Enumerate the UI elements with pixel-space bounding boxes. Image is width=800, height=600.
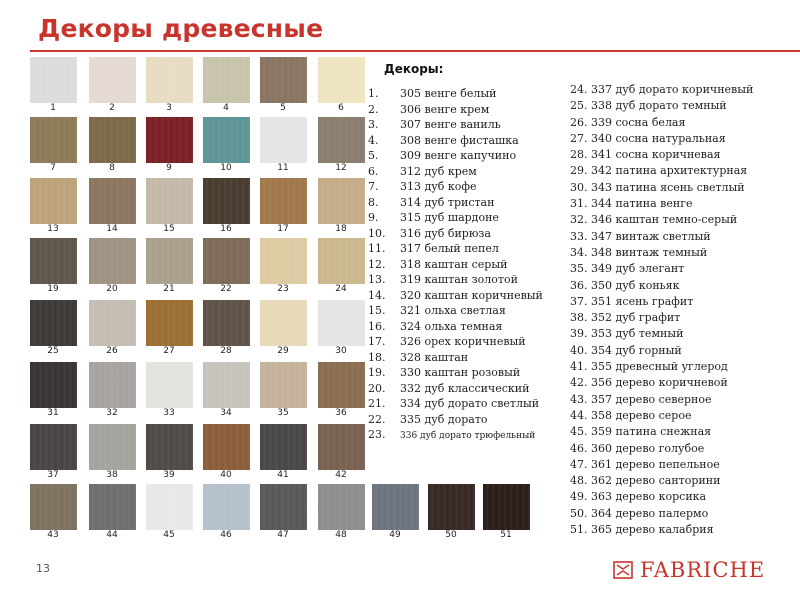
swatch-24 xyxy=(318,238,365,284)
swatch-20 xyxy=(89,238,136,284)
decor-item: 43. 357 дерево северное xyxy=(570,392,712,406)
swatch-12 xyxy=(318,117,365,163)
swatch-number: 33 xyxy=(163,408,175,418)
swatch-number: 10 xyxy=(220,163,232,173)
decor-item-label: 332 дуб классический xyxy=(400,381,530,395)
swatch-number: 23 xyxy=(277,284,289,294)
swatch-8 xyxy=(89,117,136,163)
swatch-41 xyxy=(260,424,307,470)
swatch-number: 17 xyxy=(277,224,289,234)
decor-item xyxy=(368,86,543,102)
decor-item-number: 8. xyxy=(368,195,379,209)
decor-item-label: 313 дуб кофе xyxy=(400,180,477,193)
swatch-15 xyxy=(146,178,193,224)
swatch-49 xyxy=(372,484,419,530)
decor-item-number: 20. xyxy=(368,381,386,395)
decor-item-number: 12. xyxy=(368,257,386,271)
decor-item: 29. 342 патина архитектурная xyxy=(570,164,748,178)
swatch-number: 25 xyxy=(47,346,59,356)
decor-item-label: 306 венге крем xyxy=(400,102,490,116)
swatch-number: 47 xyxy=(277,530,289,540)
title-underline xyxy=(30,50,800,52)
decor-item-label: 305 венге белый xyxy=(400,87,497,100)
swatch-6 xyxy=(318,57,365,103)
decor-item-number: 17. xyxy=(368,335,386,348)
swatch-number: 49 xyxy=(389,530,401,540)
swatch-43 xyxy=(30,484,77,530)
decor-item: 26. 339 сосна белая xyxy=(570,115,686,129)
decor-item: 24. 337 дуб дорато коричневый xyxy=(570,83,754,96)
decor-item xyxy=(368,164,543,180)
decor-item xyxy=(368,241,543,257)
decor-item-label: 319 каштан золотой xyxy=(400,273,518,286)
decor-item: 38. 352 дуб графит xyxy=(570,311,681,325)
swatch-number: 40 xyxy=(220,470,232,480)
decor-item: 40. 354 дуб горный xyxy=(570,343,682,357)
decor-item-number: 18. xyxy=(368,350,386,364)
swatch-number: 22 xyxy=(220,284,232,294)
decor-item: 50. 364 дерево палермо xyxy=(570,506,709,520)
decor-item xyxy=(368,303,543,319)
swatch-48 xyxy=(318,484,365,530)
swatch-number: 30 xyxy=(335,346,347,356)
swatch-number: 7 xyxy=(50,163,56,173)
decor-item xyxy=(368,396,543,412)
decor-item-number: 1. xyxy=(368,87,379,100)
swatch-18 xyxy=(318,178,365,224)
decor-item: 44. 358 дерево серое xyxy=(570,408,692,422)
decors-list-right xyxy=(570,82,753,538)
swatch-number: 43 xyxy=(47,530,59,540)
swatch-number: 16 xyxy=(220,224,232,234)
swatch-5 xyxy=(260,57,307,103)
swatch-number: 19 xyxy=(47,284,59,294)
swatch-number: 39 xyxy=(163,470,175,480)
decor-item: 51. 365 дерево калабрия xyxy=(570,523,714,537)
swatch-3 xyxy=(146,57,193,103)
decor-item-number: 9. xyxy=(368,211,379,224)
decor-item xyxy=(368,210,543,226)
swatch-36 xyxy=(318,362,365,408)
page-number: 13 xyxy=(36,562,50,575)
decor-item: 45. 359 патина снежная xyxy=(570,425,712,439)
swatch-40 xyxy=(203,424,250,470)
swatch-number: 29 xyxy=(277,346,289,356)
decor-item xyxy=(368,148,543,164)
decor-item-number: 13. xyxy=(368,273,386,286)
swatch-28 xyxy=(203,300,250,346)
swatch-13 xyxy=(30,178,77,224)
decor-item xyxy=(368,334,543,350)
swatch-9 xyxy=(146,117,193,163)
swatch-42 xyxy=(318,424,365,470)
swatch-17 xyxy=(260,178,307,224)
decor-item xyxy=(368,350,543,366)
decor-item-label: 307 венге ваниль xyxy=(400,118,501,131)
swatch-39 xyxy=(146,424,193,470)
decor-item: 32. 346 каштан темно-серый xyxy=(570,213,738,227)
decor-item xyxy=(368,179,543,195)
decor-item xyxy=(368,427,543,445)
swatch-30 xyxy=(318,300,365,346)
decor-item: 31. 344 патина венге xyxy=(570,197,693,211)
swatch-number: 28 xyxy=(220,346,232,356)
swatch-number: 35 xyxy=(277,408,289,418)
decor-item: 41. 355 древесный углерод xyxy=(570,360,728,374)
swatch-50 xyxy=(428,484,475,530)
swatch-26 xyxy=(89,300,136,346)
swatch-32 xyxy=(89,362,136,408)
decor-item: 39. 353 дуб темный xyxy=(570,327,684,341)
decor-item-label: 324 ольха темная xyxy=(400,319,503,333)
swatch-number: 34 xyxy=(220,408,232,418)
decor-item-number: 22. xyxy=(368,412,386,426)
decor-item xyxy=(368,257,543,273)
decor-item-label: 335 дуб дорато xyxy=(400,412,488,426)
swatch-number: 13 xyxy=(47,224,59,234)
swatch-number: 6 xyxy=(338,103,344,113)
swatch-number: 5 xyxy=(280,103,286,113)
decor-item: 49. 363 дерево корсика xyxy=(570,490,707,504)
decor-item-number: 5. xyxy=(368,149,379,162)
decor-item: 27. 340 сосна натуральная xyxy=(570,131,726,145)
swatch-number: 48 xyxy=(335,530,347,540)
brand-name: FABRICHE xyxy=(640,558,766,582)
decor-item-label: 320 каштан коричневый xyxy=(400,288,543,302)
decor-item-number: 10. xyxy=(368,226,386,240)
decor-item-label: 318 каштан серый xyxy=(400,257,508,271)
decor-item-number: 4. xyxy=(368,133,379,147)
swatch-11 xyxy=(260,117,307,163)
swatch-number: 4 xyxy=(223,103,229,113)
decor-item: 47. 361 дерево пепельное xyxy=(570,457,720,471)
page-title: Декоры древесные xyxy=(38,14,324,43)
swatch-47 xyxy=(260,484,307,530)
swatch-number: 27 xyxy=(163,346,175,356)
decor-item: 33. 347 винтаж светлый xyxy=(570,229,711,243)
swatch-number: 31 xyxy=(47,408,59,418)
decor-item-number: 6. xyxy=(368,164,379,178)
decor-item-number: 7. xyxy=(368,180,379,193)
swatch-21 xyxy=(146,238,193,284)
swatch-51 xyxy=(483,484,530,530)
swatch-number: 21 xyxy=(163,284,175,294)
decor-item-label: 330 каштан розовый xyxy=(400,366,521,379)
swatch-14 xyxy=(89,178,136,224)
decor-item-number: 23. xyxy=(368,428,386,441)
decor-item-label: 317 белый пепел xyxy=(400,242,499,255)
decor-item-number: 2. xyxy=(368,102,379,116)
decor-item-label: 315 дуб шардоне xyxy=(400,211,499,224)
swatch-number: 37 xyxy=(47,470,59,480)
swatch-23 xyxy=(260,238,307,284)
swatch-45 xyxy=(146,484,193,530)
swatch-number: 38 xyxy=(106,470,118,480)
decor-item-number: 11. xyxy=(368,242,386,255)
decor-item-number: 3. xyxy=(368,118,379,131)
brand-mark-icon xyxy=(612,559,634,581)
swatch-number: 8 xyxy=(109,163,115,173)
decors-heading: Декоры: xyxy=(384,62,444,76)
decor-item-number: 15. xyxy=(368,304,386,317)
decor-item-label: 316 дуб бирюза xyxy=(400,226,491,240)
decor-item xyxy=(368,412,543,428)
swatch-16 xyxy=(203,178,250,224)
decor-item-label: 326 орех коричневый xyxy=(400,335,526,348)
decor-item-label: 321 ольха светлая xyxy=(400,304,506,317)
swatch-number: 41 xyxy=(277,470,289,480)
swatch-number: 51 xyxy=(500,530,512,540)
swatch-number: 32 xyxy=(106,408,118,418)
decor-item xyxy=(368,381,543,397)
swatch-number: 44 xyxy=(106,530,118,540)
decor-item-label: 312 дуб крем xyxy=(400,164,477,178)
decor-item: 48. 362 дерево санторини xyxy=(570,474,721,488)
decor-item-label: 308 венге фисташка xyxy=(400,133,519,147)
swatch-10 xyxy=(203,117,250,163)
swatch-number: 3 xyxy=(166,103,172,113)
decor-item: 34. 348 винтаж темный xyxy=(570,245,708,259)
swatch-35 xyxy=(260,362,307,408)
swatch-number: 50 xyxy=(445,530,457,540)
decor-item-label: 328 каштан xyxy=(400,350,469,364)
brand-logo xyxy=(612,558,765,582)
decor-item-label: 309 венге капучино xyxy=(400,149,517,162)
decor-item: 28. 341 сосна коричневая xyxy=(570,148,721,162)
decors-list-left xyxy=(368,86,543,445)
swatch-number: 42 xyxy=(335,470,347,480)
swatch-number: 12 xyxy=(335,163,347,173)
decor-item: 25. 338 дуб дорато темный xyxy=(570,99,727,113)
swatch-number: 2 xyxy=(109,103,115,113)
swatch-34 xyxy=(203,362,250,408)
decor-item: 30. 343 патина ясень светлый xyxy=(570,180,745,194)
decor-item xyxy=(368,226,543,242)
swatch-4 xyxy=(203,57,250,103)
decor-item xyxy=(368,288,543,304)
decor-item xyxy=(368,102,543,118)
decor-item-label: 336 дуб дорато трюфельный xyxy=(400,431,536,441)
swatch-27 xyxy=(146,300,193,346)
decor-item-number: 19. xyxy=(368,366,386,379)
swatch-2 xyxy=(89,57,136,103)
swatch-1 xyxy=(30,57,77,103)
decor-item: 42. 356 дерево коричневой xyxy=(570,376,728,390)
swatch-number: 1 xyxy=(50,103,56,113)
decor-item xyxy=(368,195,543,211)
decor-item xyxy=(368,272,543,288)
decor-item: 37. 351 ясень графит xyxy=(570,294,694,308)
swatch-19 xyxy=(30,238,77,284)
swatch-37 xyxy=(30,424,77,470)
swatch-number: 45 xyxy=(163,530,175,540)
swatch-number: 24 xyxy=(335,284,347,294)
decor-item-number: 14. xyxy=(368,288,386,302)
swatch-number: 26 xyxy=(106,346,118,356)
swatch-31 xyxy=(30,362,77,408)
decor-item: 36. 350 дуб коньяк xyxy=(570,278,680,292)
swatch-44 xyxy=(89,484,136,530)
swatch-46 xyxy=(203,484,250,530)
swatch-33 xyxy=(146,362,193,408)
decor-item: 46. 360 дерево голубое xyxy=(570,441,705,455)
decor-item xyxy=(368,133,543,149)
swatch-38 xyxy=(89,424,136,470)
swatch-number: 14 xyxy=(106,224,118,234)
swatch-number: 15 xyxy=(163,224,175,234)
swatch-25 xyxy=(30,300,77,346)
decor-item-label: 314 дуб тристан xyxy=(400,195,495,209)
swatch-7 xyxy=(30,117,77,163)
decor-item-label: 334 дуб дорато светлый xyxy=(400,397,540,410)
swatch-number: 11 xyxy=(277,163,289,173)
decor-item-number: 16. xyxy=(368,319,386,333)
decor-item: 35. 349 дуб элегант xyxy=(570,262,685,276)
swatch-number: 18 xyxy=(335,224,347,234)
decor-item xyxy=(368,319,543,335)
decor-item xyxy=(368,117,543,133)
decor-item xyxy=(368,365,543,381)
swatch-number: 36 xyxy=(335,408,347,418)
swatch-number: 20 xyxy=(106,284,118,294)
swatch-number: 9 xyxy=(166,163,172,173)
decor-item-number: 21. xyxy=(368,397,386,410)
swatch-number: 46 xyxy=(220,530,232,540)
swatch-22 xyxy=(203,238,250,284)
swatch-29 xyxy=(260,300,307,346)
